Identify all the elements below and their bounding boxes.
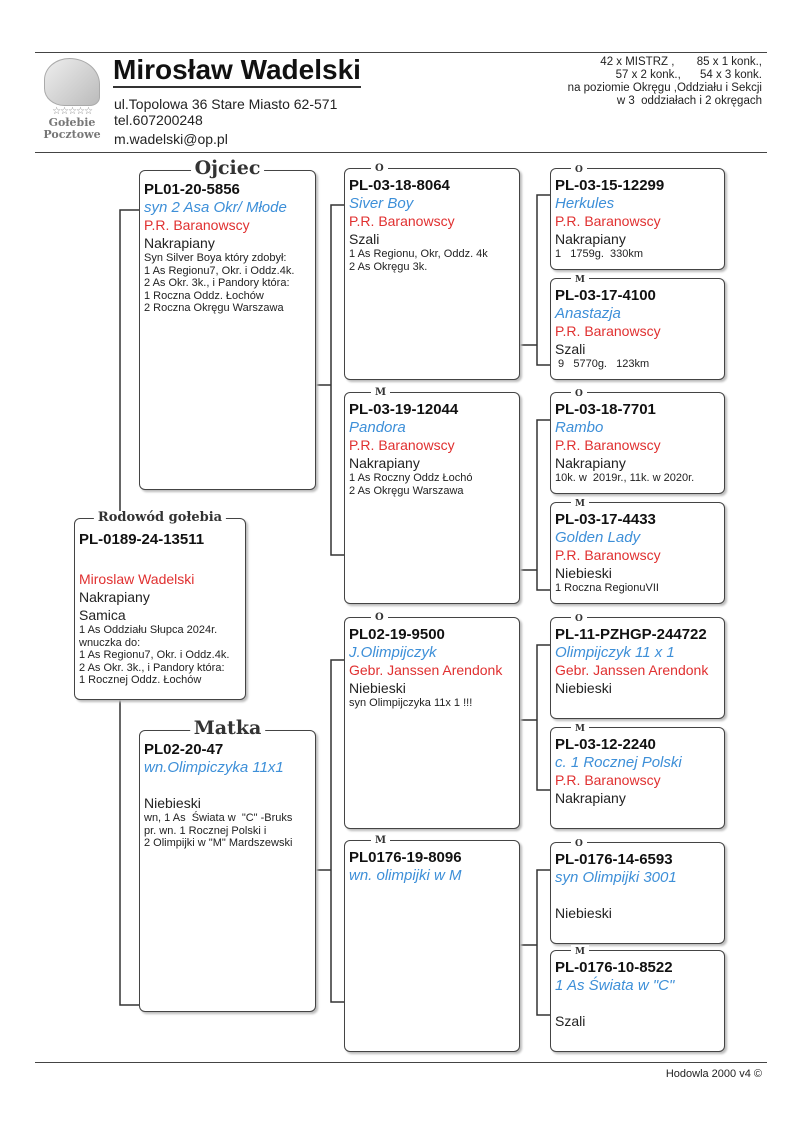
achievement-line: na poziomie Okręgu ,Oddziału i Sekcji: [567, 82, 762, 94]
breeder: [144, 777, 311, 794]
connector-mm: [520, 870, 550, 1015]
breeder: P.R. Baranowscy: [555, 323, 661, 339]
ring-number: PL-03-18-7701: [555, 401, 656, 418]
pigeon-card-mmm: [550, 947, 725, 1052]
pigeon-name: wn.Olimpiczyka 11x1: [144, 759, 284, 776]
ring-number: PL-03-17-4100: [555, 287, 656, 304]
achievement-note: 1 As Regionu, Okr, Oddz. 4k: [349, 248, 488, 260]
ring-number: PL02-20-47: [144, 741, 224, 758]
achievement-note: 1 As Regionu7, Okr. i Oddz.4k.: [144, 264, 295, 277]
logo-text-2: Pocztowe: [43, 128, 101, 141]
plumage-color: Niebieski: [555, 565, 612, 581]
plumage-color: Szali: [555, 341, 586, 357]
card-label: M: [571, 945, 589, 959]
pigeon-card-fff: [550, 165, 725, 270]
breeder: Gebr. Janssen Arendonk: [555, 662, 709, 678]
card-label: O: [571, 612, 587, 626]
achievement-line: 42 x MISTRZ , 85 x 1 konk.,: [600, 56, 762, 68]
breeder: P.R. Baranowscy: [555, 437, 661, 453]
pigeon-card-fmf: [550, 389, 725, 494]
achievement-line: 57 x 2 konk., 54 x 3 konk.: [615, 69, 762, 81]
pigeon-name: 1 As Świata w "C": [555, 977, 675, 994]
ring-number: PL-0176-14-6593: [555, 851, 673, 868]
plumage-color: Niebieski: [349, 680, 406, 696]
card-label: O: [371, 611, 388, 625]
pigeon-card-mff: [550, 614, 725, 719]
pigeon-name: wn. olimpijki w M: [349, 867, 462, 884]
card-label: M: [371, 834, 390, 848]
breeder: [555, 995, 720, 1012]
achievement-note: 1 As Regionu7, Okr. i Oddz.4k.: [79, 649, 230, 661]
ring-number: PL-03-17-4433: [555, 511, 656, 528]
achievement-note: 2 As Okr. 3k., i Pandory która:: [79, 661, 225, 674]
achievement-note: 1 Roczna Oddz. Łochów: [144, 289, 264, 302]
ring-number: PL-03-12-2240: [555, 736, 656, 753]
owner-email: m.wadelski@op.pl: [114, 131, 228, 147]
breeder: P.R. Baranowscy: [144, 217, 250, 233]
pigeon-card-mf: [344, 612, 520, 829]
ring-number: PL-11-PZHGP-244722: [555, 626, 707, 643]
pigeon-card-mfm: [550, 724, 725, 829]
achievement-note: wnuczka do:: [79, 636, 141, 649]
connector-ff: [520, 195, 550, 365]
breeder: [555, 887, 720, 904]
plumage-color: Niebieski: [144, 795, 201, 811]
achievement-note: 2 As Okr. 3k., i Pandory która:: [144, 277, 290, 289]
achievement-note: 10k. w 2019r., 11k. w 2020r.: [555, 472, 695, 484]
logo-text-1: Gołebie: [48, 116, 96, 129]
pigeon-name: [79, 553, 241, 571]
ring-number: PL0176-19-8096: [349, 849, 462, 866]
card-label: O: [571, 387, 587, 401]
connector-mf: [520, 645, 550, 790]
achievement-note: 2 As Okręgu Warszawa: [349, 484, 464, 497]
card-label: Ojciec: [191, 158, 265, 178]
pigeon-name: Rambo: [555, 419, 604, 436]
plumage-color: Nakrapiany: [349, 455, 420, 471]
achievement-note: pr. wn. 1 Rocznej Polski i: [144, 824, 267, 837]
footer-credit: Hodowla 2000 v4 ©: [665, 1068, 762, 1080]
achievement-line: w 3 oddziałach i 2 okręgach: [616, 95, 762, 107]
owner-name: Mirosław Wadelski: [113, 54, 361, 88]
pigeon-card-fmm: [550, 499, 725, 604]
pigeon-card-subject: [74, 510, 246, 700]
breeder: Gebr. Janssen Arendonk: [349, 662, 503, 678]
card-label: O: [571, 163, 587, 177]
card-label: O: [571, 837, 587, 851]
ring-number: PL02-19-9500: [349, 626, 445, 643]
achievement-note: 1 As Roczny Oddz Łochó: [349, 472, 473, 484]
card-label: O: [371, 162, 388, 176]
plumage-color: Niebieski: [555, 905, 612, 921]
achievement-note: 1 Roczna RegionuVII: [555, 582, 659, 594]
pigeon-card-mmf: [550, 839, 725, 944]
sex: Samica: [79, 607, 126, 623]
pigeon-card-fm: [344, 387, 520, 604]
achievement-note: 1 As Oddziału Słupca 2024r.: [79, 624, 218, 636]
breeder: Miroslaw Wadelski: [79, 571, 195, 587]
connector-mother: [316, 660, 344, 1002]
plumage-color: Nakrapiany: [555, 790, 626, 806]
pigeon-name: Siver Boy: [349, 195, 414, 212]
pigeon-card-ffm: [550, 275, 725, 380]
card-label: Rodowód gołebia: [94, 511, 226, 525]
stars-icon: ☆☆☆☆☆: [52, 106, 92, 117]
pigeon-name: syn Olimpijki 3001: [555, 869, 677, 886]
card-label: Matka: [190, 718, 266, 738]
pigeon-card-mother: [139, 717, 316, 1012]
breeder: P.R. Baranowscy: [349, 213, 455, 229]
breeder: P.R. Baranowscy: [555, 772, 661, 788]
achievement-note: 2 Olimpijki w "M" Mardszewski: [144, 837, 293, 849]
achievement-note: 2 As Okręgu 3k.: [349, 260, 428, 273]
pigeon-name: syn 2 Asa Okr/ Młode: [144, 199, 287, 216]
pigeon-card-mm: [344, 835, 520, 1052]
breeder: P.R. Baranowscy: [555, 547, 661, 563]
plumage-color: Szali: [349, 231, 380, 247]
breeder: P.R. Baranowscy: [349, 437, 455, 453]
card-label: M: [571, 722, 589, 736]
connector-fm: [520, 420, 550, 590]
achievement-note: 1 Rocznej Oddz. Łochów: [79, 674, 202, 686]
connector-father: [316, 205, 344, 555]
owner-phone: tel.607200248: [114, 112, 203, 128]
plumage-color: Nakrapiany: [555, 455, 626, 471]
plumage-color: Nakrapiany: [144, 235, 215, 251]
breeder: P.R. Baranowscy: [555, 213, 661, 229]
achievement-note: wn, 1 As Świata w "C" -Bruks: [144, 812, 293, 824]
achievement-note: 9 5770g. 123km: [555, 358, 650, 370]
plumage-color: Nakrapiany: [555, 231, 626, 247]
ring-number: PL-0189-24-13511: [79, 531, 205, 548]
pigeon-card-ff: [344, 163, 520, 380]
achievement-note: 1 1759g. 330km: [555, 248, 644, 260]
achievement-note: syn Olimpijczyka 11x 1 !!!: [349, 697, 473, 709]
pigeon-name: J.Olimpijczyk: [349, 644, 437, 661]
card-label: M: [371, 386, 390, 400]
card-label: M: [571, 273, 589, 287]
plumage-color: Nakrapiany: [79, 589, 150, 605]
pigeon-name: c. 1 Rocznej Polski: [555, 754, 682, 771]
ring-number: PL01-20-5856: [144, 181, 240, 198]
pigeon-name: Golden Lady: [555, 529, 641, 546]
pigeon-name: Herkules: [555, 195, 615, 212]
plumage-color: Niebieski: [555, 680, 612, 696]
ring-number: PL-03-19-12044: [349, 401, 459, 418]
pigeon-card-father: [139, 157, 316, 490]
ring-number: PL-03-18-8064: [349, 177, 450, 194]
pigeon-name: Olimpijczyk 11 x 1: [555, 644, 675, 661]
pigeon-name: Anastazja: [555, 305, 621, 322]
ring-number: PL-03-15-12299: [555, 177, 665, 194]
card-label: M: [571, 497, 589, 511]
achievement-note: 2 Roczna Okręgu Warszawa: [144, 302, 284, 314]
footer-divider: [35, 1062, 767, 1063]
pigeon-name: Pandora: [349, 419, 406, 436]
achievement-note: Syn Silver Boya który zdobył:: [144, 252, 287, 264]
owner-address: ul.Topolowa 36 Stare Miasto 62-571: [114, 96, 338, 112]
ring-number: PL-0176-10-8522: [555, 959, 673, 976]
plumage-color: Szali: [555, 1013, 586, 1029]
